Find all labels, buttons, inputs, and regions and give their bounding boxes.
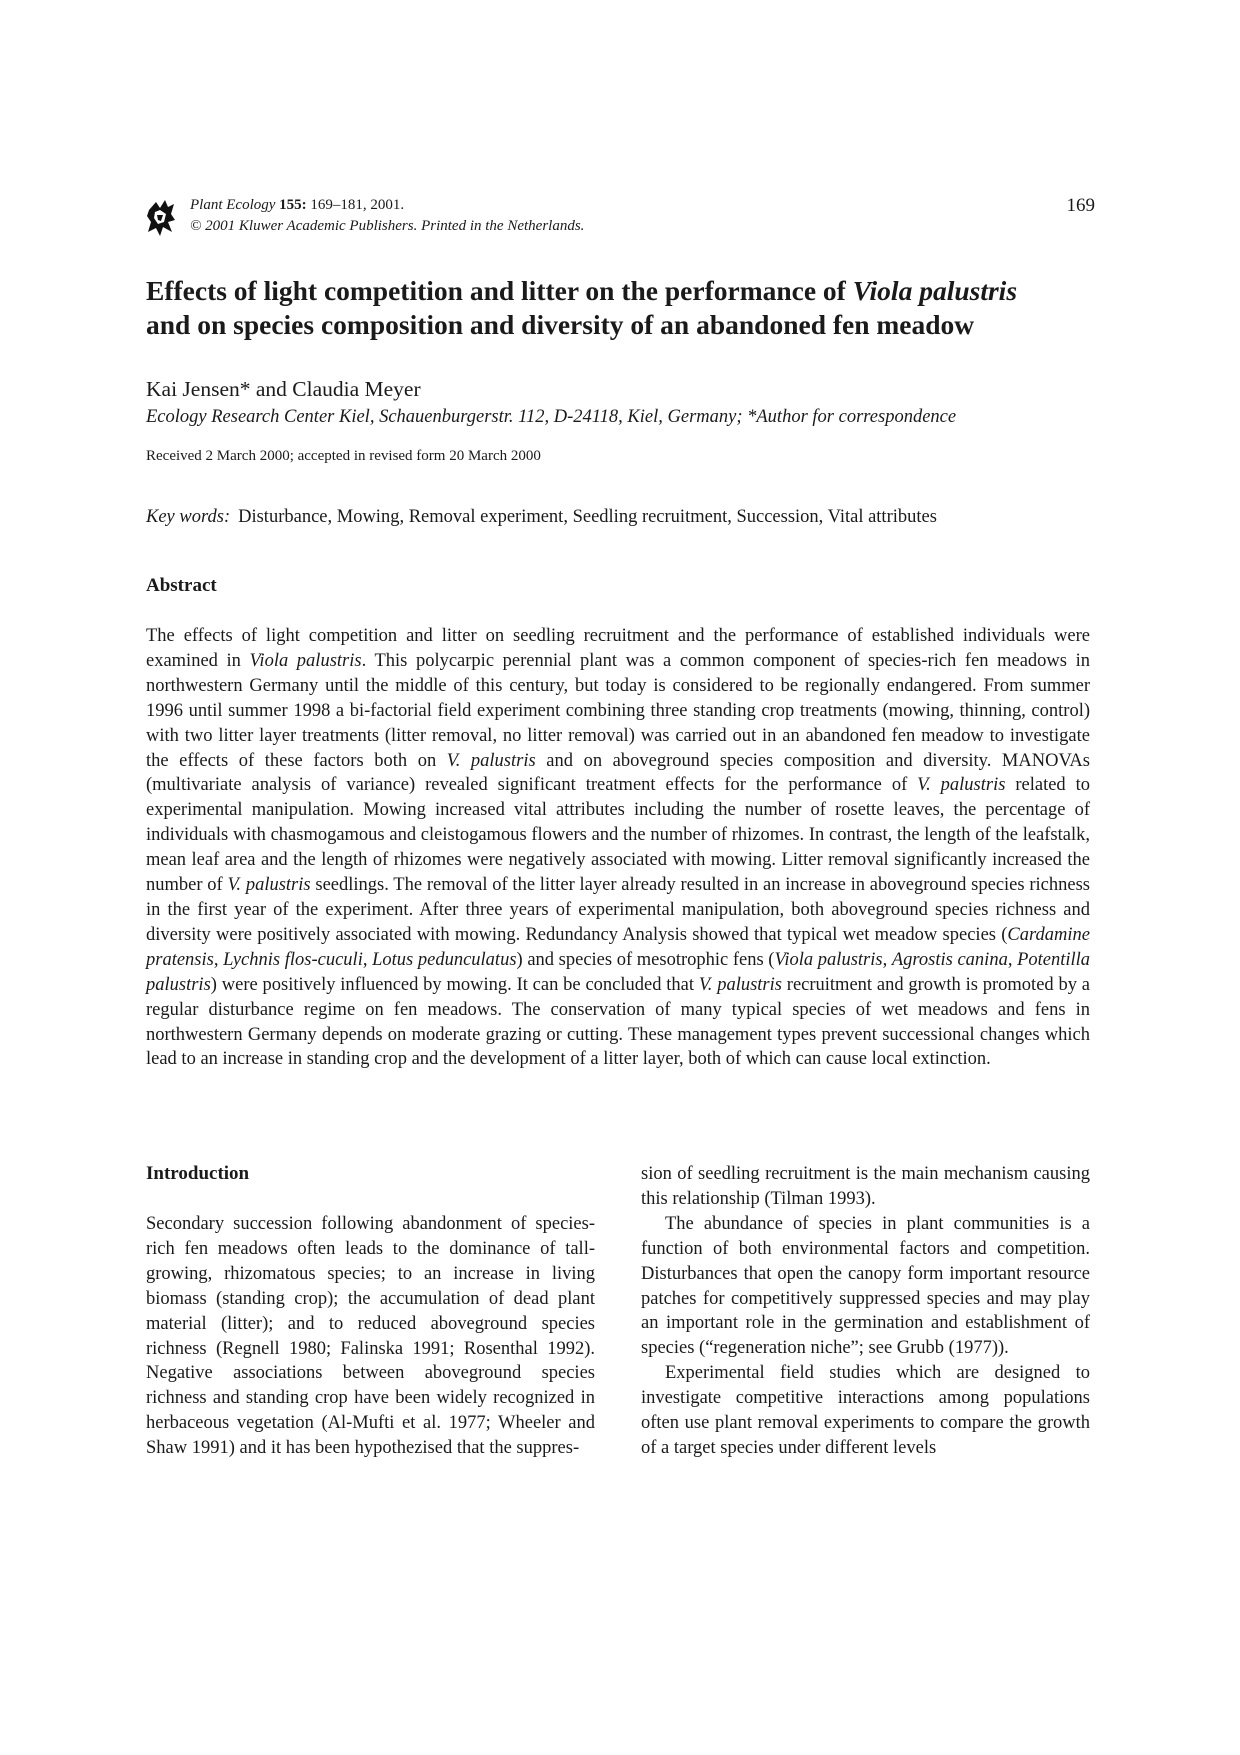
keywords-label: Key words: bbox=[146, 507, 231, 527]
copyright-line: © 2001 Kluwer Academic Publishers. Printed in the Netherlands. bbox=[190, 218, 585, 234]
affiliation: Ecology Research Center Kiel, Schauenburgerstr. 112, D-24118, Kiel, Germany; *Author for correspondence bbox=[146, 407, 957, 427]
journal-name: Plant Ecology bbox=[190, 197, 276, 213]
right-column bbox=[641, 1162, 1090, 1461]
intro-paragraph-3: The abundance of species in plant communities is a function of both environmental factors and competition. Disturbances that open the canopy form important resource patches for competitively suppressed species and may play an important role in the germination and establishment of species (“regeneration niche”; see Grubb (1977)). bbox=[641, 1213, 1090, 1359]
journal-volume: 155: bbox=[279, 197, 307, 213]
page-number: 169 bbox=[1066, 195, 1095, 216]
keywords bbox=[146, 507, 937, 528]
journal-pages: 169–181, 2001. bbox=[310, 197, 405, 213]
intro-paragraph-1: Secondary succession following abandonment of species-rich fen meadows often leads to the dominance of tall-growing, rhizomatous species; to an increase in living biomass (standing crop); the accumulation of dead plant material (litter); and to reduced aboveground species richness (Regnell 1980; Falinska 1991; Rosenthal 1992). Negative associations between aboveground species richness and standing crop have been widely recognized in herbaceous vegetation (Al-Mufti et al. 1977; Wheeler and Shaw 1991) and it has been hypothezised that the suppres- bbox=[146, 1214, 595, 1459]
abstract-heading: Abstract bbox=[146, 575, 217, 596]
publisher-logo-icon bbox=[146, 198, 176, 238]
received-date: Received 2 March 2000; accepted in revised form 20 March 2000 bbox=[146, 448, 541, 464]
keywords-text: Disturbance, Mowing, Removal experiment, Seedling recruitment, Succession, Vital attributes bbox=[238, 507, 937, 527]
left-column bbox=[146, 1212, 595, 1461]
intro-paragraph-2: sion of seedling recruitment is the main mechanism causing this relationship (Tilman 1993). bbox=[641, 1164, 1090, 1209]
intro-paragraph-4: Experimental field studies which are designed to investigate competitive interactions among populations often use plant removal experiments to compare the growth of a target species under different levels bbox=[641, 1363, 1090, 1458]
abstract-text: The effects of light competition and litter on seedling recruitment and the performance of established individuals were examined in Viola palustris. This polycarpic perennial plant was a common component of species-rich fen meadows in northwestern Germany until the middle of this century, but today is considered to be regionally endangered. From summer 1996 until summer 1998 a bi-factorial field experiment combining three standing crop treatments (mowing, thinning, control) with two litter layer treatments (litter removal, no litter removal) was carried out in an abandoned fen meadow to investigate the effects of these factors both on V. palustris and on aboveground species composition and diversity. MANOVAs (multivariate analysis of variance) revealed significant treatment effects for the performance of V. palustris related to experimental manipulation. Mowing increased vital attributes including the number of rosette leaves, the percentage of individuals with chasmogamous and cleistogamous flowers and the number of rhizomes. In contrast, the length of the leafstalk, mean leaf area and the length of rhizomes were negatively associated with mowing. Litter removal significantly increased the number of V. palustris seedlings. The removal of the litter layer already resulted in an increase in aboveground species richness in the first year of the experiment. After three years of experimental manipulation, both aboveground species richness and diversity were positively associated with mowing. Redundancy Analysis showed that typical wet meadow species (Cardamine pratensis, Lychnis flos-cuculi, Lotus pedunculatus) and species of mesotrophic fens (Viola palustris, Agrostis canina, Potentilla palustris) were positively influenced by mowing. It can be concluded that V. palustris recruitment and growth is promoted by a regular disturbance regime on fen meadows. The conservation of many typical species of wet meadows and fens in northwestern Germany depends on moderate grazing or cutting. These management types prevent successional changes which lead to an increase in standing crop and the development of a litter layer, both of which can cause local extinction. bbox=[146, 626, 1091, 1070]
introduction-heading: Introduction bbox=[146, 1163, 250, 1184]
authors: Kai Jensen* and Claudia Meyer bbox=[146, 377, 421, 401]
journal-citation bbox=[190, 196, 404, 214]
paper-title: Effects of light competition and litter on the performance of Viola palustris and on species composition and diversity of an abandoned fen meadow bbox=[146, 275, 1018, 340]
